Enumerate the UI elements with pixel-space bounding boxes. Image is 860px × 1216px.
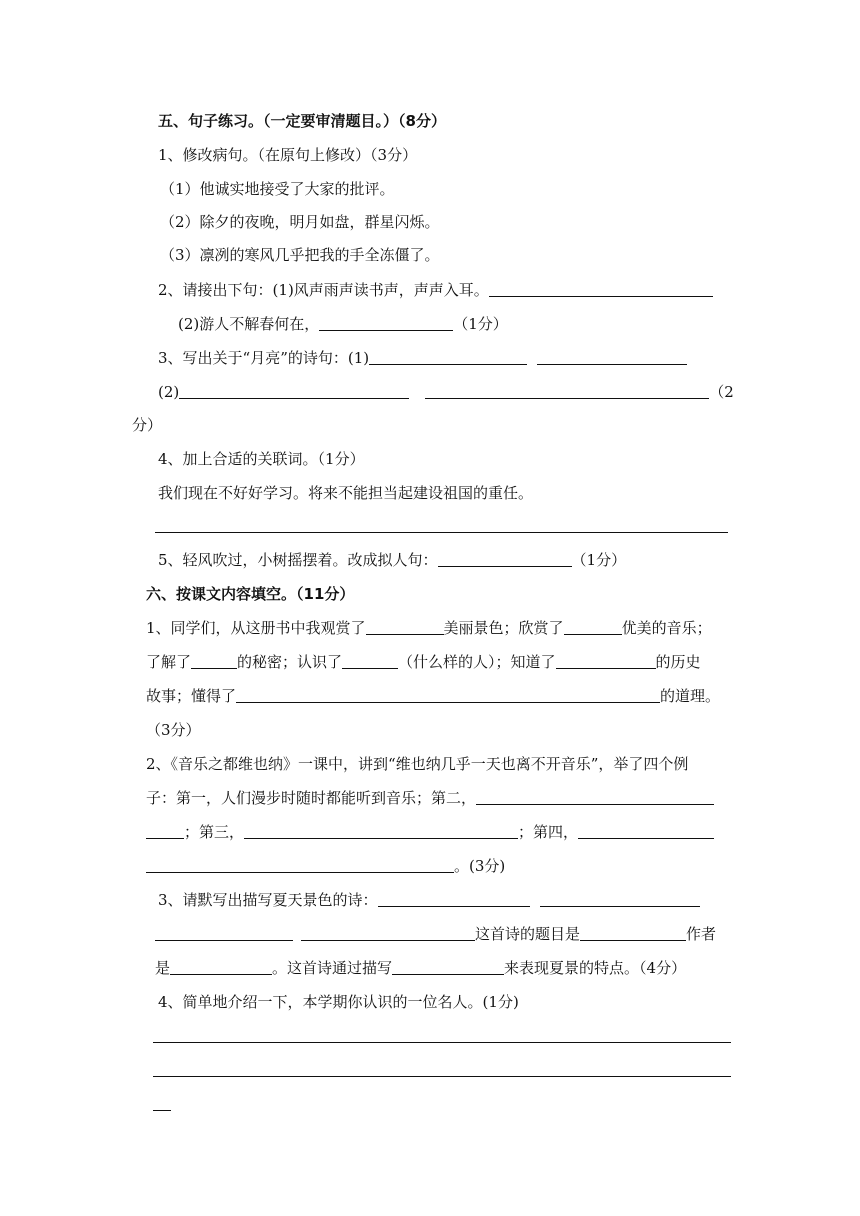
answer-blank[interactable]: [146, 856, 454, 873]
s5-q3-prompt: 3、写出关于“月亮”的诗句：(1): [158, 349, 370, 367]
s5-q3-score: （2: [709, 383, 734, 401]
s6-q2-line-1: 2、《音乐之都维也纳》一课中，讲到“维也纳几乎一天也离不开音乐”，举了四个例: [146, 755, 689, 773]
s6-q2-text-2: 子：第一，人们漫步时随时都能听到音乐；第二，: [146, 789, 477, 807]
s6-q3-text-2: 这首诗的题目是: [475, 925, 581, 943]
answer-blank[interactable]: [392, 958, 504, 975]
answer-blank[interactable]: [425, 382, 709, 399]
s5-q1-item-1: （1）他诚实地接受了大家的批评。: [160, 180, 395, 198]
answer-blank[interactable]: [319, 314, 453, 331]
s5-q4-sentence: 我们现在不好好学习。将来不能担当起建设祖国的重任。: [158, 484, 534, 502]
s6-q3-text-3a: 是: [155, 959, 171, 977]
s6-q1-text-f: （什么样的人）；知道了: [398, 653, 556, 671]
s6-q4-title: 4、简单地介绍一下，本学期你认识的一位名人。(1分): [158, 993, 519, 1011]
answer-line[interactable]: [153, 1076, 731, 1077]
s5-q1-item-2: （2）除夕的夜晚，明月如盘，群星闪烁。: [160, 213, 440, 231]
s6-q1-text-e: 的秘密；认识了: [237, 653, 343, 671]
s6-q1-text-g: 的历史: [655, 653, 701, 671]
answer-blank[interactable]: [378, 890, 530, 907]
answer-blank[interactable]: [301, 924, 475, 941]
answer-blank[interactable]: [191, 652, 237, 669]
s5-q4-title: 4、加上合适的关联词。（1分）: [158, 450, 365, 468]
answer-blank[interactable]: [342, 652, 398, 669]
s6-q1-text-i: 的道理。: [660, 687, 721, 705]
section-5-heading: 五、句子练习。（一定要审清题目。）（8分）: [158, 112, 446, 130]
s5-q3-prompt-2: (2): [158, 383, 180, 401]
s5-q3-line-3: 分）: [132, 416, 163, 434]
answer-line[interactable]: [155, 532, 728, 533]
section-6-heading: 六、按课文内容填空。（11分）: [146, 585, 355, 603]
answer-blank[interactable]: [556, 652, 656, 669]
s6-q1-text-b: 美丽景色；欣赏了: [443, 619, 564, 637]
answer-blank[interactable]: [580, 924, 686, 941]
answer-blank[interactable]: [489, 280, 713, 297]
s6-q1-text-a: 1、同学们，从这册书中我观赏了: [146, 619, 366, 637]
s6-q3-line-2: [155, 923, 716, 945]
s6-q2-text-3a: ；第三，: [184, 823, 245, 841]
answer-line[interactable]: [153, 1110, 171, 1111]
s6-q3-line-1: [158, 889, 700, 911]
s6-q2-text-4: 。(3分): [454, 857, 506, 875]
answer-blank[interactable]: [369, 348, 527, 365]
s6-q1-text-c: 优美的音乐；: [621, 619, 712, 637]
s5-q1-item-3: （3）凛冽的寒风几乎把我的手全冻僵了。: [160, 246, 440, 264]
s5-q3-line-1: [158, 347, 687, 369]
answer-blank[interactable]: [438, 550, 572, 567]
s6-q2-line-3: [146, 821, 714, 843]
s6-q1-line-1: [146, 617, 712, 639]
s6-q1-text-d: 了解了: [146, 653, 192, 671]
s5-q2-prompt-2: (2)游人不解春何在，: [178, 315, 320, 333]
s5-q2-line-2: [178, 313, 508, 335]
answer-blank[interactable]: [366, 618, 444, 635]
answer-blank[interactable]: [578, 822, 714, 839]
s6-q1-line-2: [146, 651, 701, 673]
answer-blank[interactable]: [540, 890, 700, 907]
s5-q3-line-2: [158, 381, 734, 403]
s6-q2-text-3b: ；第四，: [518, 823, 579, 841]
s6-q3-line-3: [155, 957, 686, 979]
s6-q2-line-4: [146, 855, 505, 877]
s6-q2-line-2: [146, 787, 714, 809]
s6-q3-text-3b: 。这首诗通过描写: [272, 959, 393, 977]
answer-line[interactable]: [153, 1042, 731, 1043]
answer-blank[interactable]: [564, 618, 622, 635]
answer-blank[interactable]: [170, 958, 272, 975]
s5-q5-prompt: 5、轻风吹过，小树摇摆着。改成拟人句：: [158, 551, 438, 569]
s6-q3-text-1: 3、请默写出描写夏天景色的诗：: [158, 891, 378, 909]
s6-q1-score: （3分）: [146, 721, 201, 739]
s5-q1-title: 1、修改病句。（在原句上修改）（3分）: [158, 146, 418, 164]
answer-blank[interactable]: [537, 348, 687, 365]
s5-q5-score: （1分）: [571, 551, 627, 569]
answer-blank[interactable]: [236, 686, 660, 703]
answer-blank[interactable]: [244, 822, 518, 839]
s6-q1-line-3: [146, 685, 720, 707]
s6-q3-text-2b: 作者: [686, 925, 717, 943]
answer-blank[interactable]: [179, 382, 409, 399]
answer-blank[interactable]: [476, 788, 714, 805]
s5-q2-line-1: [158, 279, 713, 301]
answer-blank[interactable]: [146, 822, 184, 839]
s5-q5-line: [158, 549, 626, 571]
s5-q2-score: （1分）: [453, 315, 508, 333]
s6-q1-text-h: 故事；懂得了: [146, 687, 237, 705]
s5-q2-prompt: 2、请接出下句：(1)风声雨声读书声，声声入耳。: [158, 281, 489, 299]
answer-blank[interactable]: [155, 924, 293, 941]
s6-q3-text-3c: 来表现夏景的特点。（4分）: [504, 959, 687, 977]
